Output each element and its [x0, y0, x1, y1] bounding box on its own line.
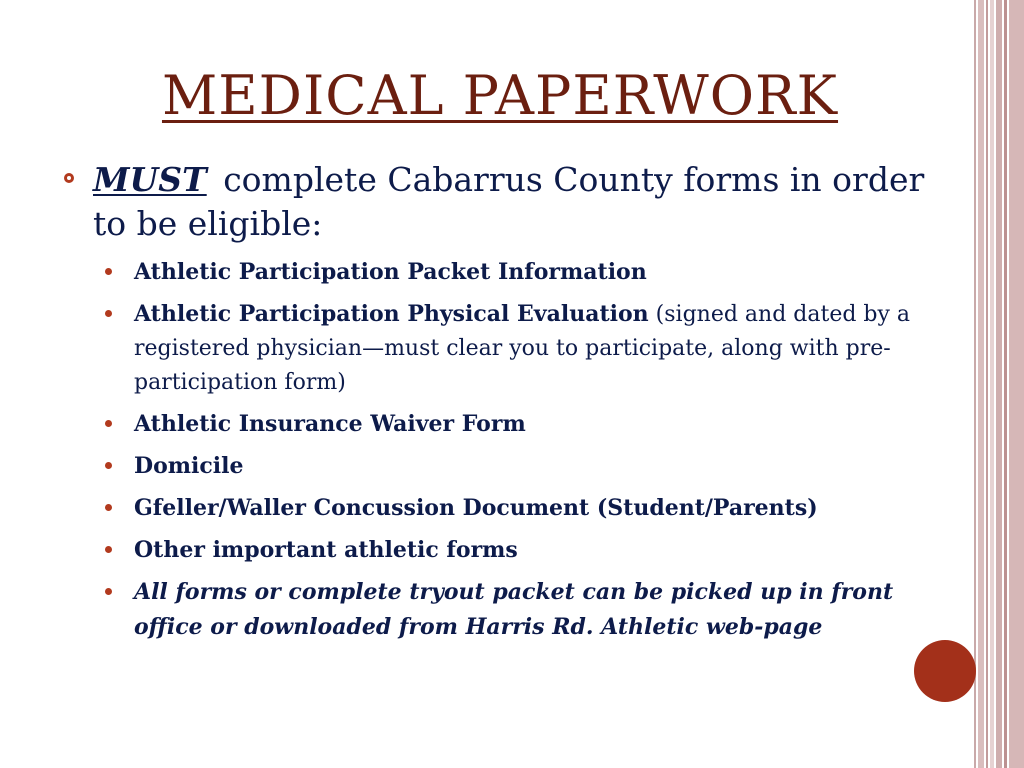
item-text: Athletic Insurance Waiver Form: [134, 411, 526, 437]
slide-title: MEDICAL PAPERWORK: [161, 64, 839, 127]
list-item: [104, 533, 944, 568]
filled-circle-icon: [914, 640, 976, 702]
item-text: Other important athletic forms: [134, 537, 518, 563]
item-text: All forms or complete tryout packet can be picked up in front office or downloaded from Harris Rd. Athletic web-page: [134, 579, 894, 640]
item-text: Athletic Participation Physical Evaluation: [134, 301, 649, 327]
requirements-list: [104, 255, 944, 652]
item-note: (signed and dated by a registered physician—must clear you to participate, along with pre-participation form): [134, 302, 911, 395]
filled-dot-icon: [105, 310, 112, 317]
side-stripe: [1004, 0, 1007, 768]
filled-dot-icon: [105, 504, 112, 511]
filled-dot-icon: [105, 546, 112, 553]
intro-bullet-point: [64, 158, 934, 246]
side-stripe: [1009, 0, 1024, 768]
list-item: [104, 449, 944, 484]
filled-dot-icon: [105, 588, 112, 595]
list-item: [104, 491, 944, 526]
item-text: Athletic Participation Packet Information: [134, 259, 647, 285]
filled-dot-icon: [105, 268, 112, 275]
list-item: [104, 255, 944, 290]
filled-dot-icon: [105, 462, 112, 469]
filled-dot-icon: [105, 420, 112, 427]
list-item: [104, 407, 944, 442]
item-text: Domicile: [134, 453, 244, 479]
list-item: [104, 575, 944, 645]
list-item: [104, 297, 944, 400]
intro-text-block: [64, 158, 934, 246]
intro-text: complete Cabarrus County forms in order to be eligible:: [93, 160, 925, 243]
item-text: Gfeller/Waller Concussion Document (Student/Parents): [134, 495, 818, 521]
hollow-circle-icon: [64, 173, 74, 183]
must-emphasis: MUST: [93, 160, 207, 199]
